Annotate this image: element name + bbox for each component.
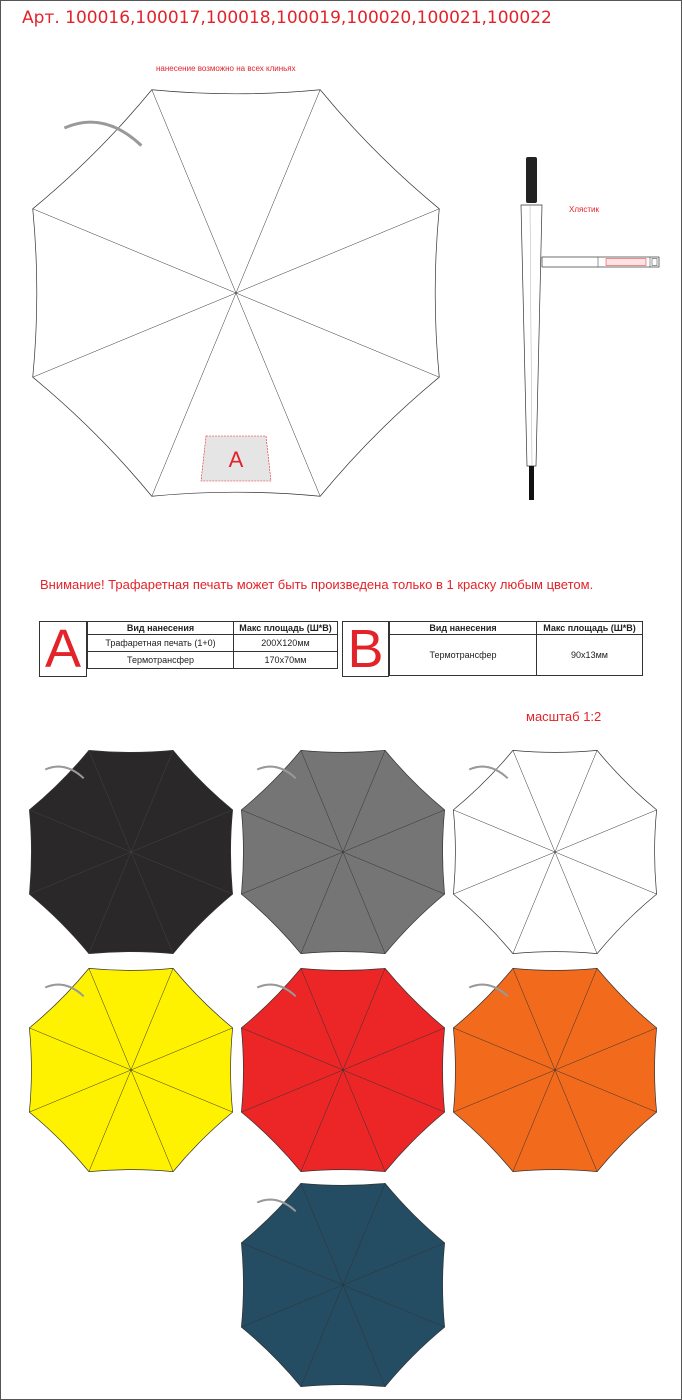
table-a-letter: A (39, 621, 87, 677)
gray-umbrella (241, 750, 444, 953)
white-umbrella (453, 750, 656, 953)
yellow-umbrella (29, 968, 232, 1171)
attention-note: Внимание! Трафаретная печать может быть произведена только в 1 краску любым цветом. (40, 577, 594, 592)
table-a-cell: 200X120мм (234, 635, 338, 652)
umbrella-top-view (33, 90, 440, 497)
print-area-a (201, 436, 271, 481)
print-note: нанесение возможно на всех клиньях (156, 64, 296, 73)
table-a-grid (87, 621, 338, 669)
navy-umbrella (241, 1183, 444, 1386)
table-b-letter: B (342, 621, 389, 677)
table-a-cell: Термотрансфер (88, 652, 234, 669)
table-a-cell: 170x70мм (234, 652, 338, 669)
print-area-a-label: A (228, 447, 244, 472)
black-umbrella (29, 750, 232, 953)
table-b-header-method: Вид нанесения (390, 622, 537, 635)
table-b-header-area: Макс площадь (Ш*В) (537, 622, 643, 635)
table-b-cell: Термотрансфер (390, 635, 537, 676)
red-umbrella (241, 968, 444, 1171)
scale-label: масштаб 1:2 (526, 709, 602, 724)
orange-umbrella (453, 968, 656, 1171)
article-title: Арт. 100016,100017,100018,100019,100020,100021,100022 (22, 8, 552, 28)
table-b-grid (389, 621, 643, 676)
whip-label: Хлястик (569, 205, 599, 214)
folded-umbrella-side-view (521, 157, 659, 500)
table-a-header-area: Макс площадь (Ш*В) (234, 622, 338, 635)
table-a-cell: Трафаретная печать (1+0) (88, 635, 234, 652)
table-b-cell: 90x13мм (537, 635, 643, 676)
table-a-header-method: Вид нанесения (88, 622, 234, 635)
